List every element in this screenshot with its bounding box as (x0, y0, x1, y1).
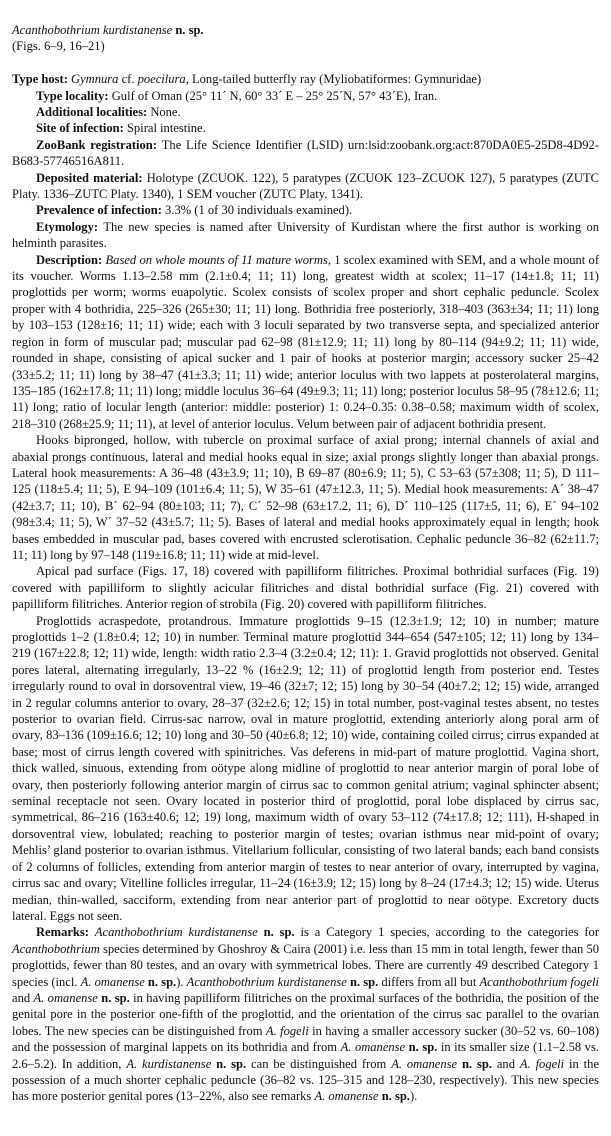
text: (Figs. 6–9, 16–21) (12, 39, 105, 54)
bold-label: n. sp. (405, 1040, 438, 1055)
text: differs from all but (378, 974, 480, 989)
bold-label: n. sp. (257, 925, 295, 940)
text: The new species is named after University of Kurdistan where the first author is working on helminth parasites. (12, 219, 599, 251)
bold-label: n. sp. (172, 23, 204, 37)
type-host (12, 71, 599, 87)
text: Hooks bipronged, hollow, with tubercle on proximal surface of axial prong; internal channels of axial and abaxial prongs continuous, lateral and medial hooks equal in size; axial prongs slightly longer than abaxial prongs. Lateral hook measurements: A 36–48 (43±3.9; 11; 10), B 69–87 (80±6.9; 11; 5), C 53–63 (57±308; 11; 5), D 111–125 (118±5.4; 11; 5), E 94–109 (101±6.4; 11; 5), W 35–61 (47±12.3, 11; 5). Medial hook measurements: A´ 38–47 (42±3.7; 11; 10), B´ 62–94 (80±103; 11; 7), C´ 52–98 (63±17.2, 11; 6), D´ 110–125 (117±5, 11; 6), E´ 94–102 (98±3.4; 11; 5), W´ 37–52 (43±5.7; 11; 5). Bases of lateral and medial hooks approximately equal in length; hook bases embedded in muscular pad, bases covered with encrusted sclerotisation. Cephalic peduncle 36–82 (62±11.7; 11; 11) long by 97–148 (119±16.8; 11; 11) wide at mid-level. (12, 433, 599, 562)
site-of-infection (12, 120, 599, 136)
deposited-material (12, 170, 599, 203)
remarks (12, 924, 599, 1104)
italic-text: A. omanense (314, 1089, 379, 1104)
text: None. (150, 105, 181, 120)
text: ). (176, 974, 187, 989)
italic-text: poecilura (137, 72, 186, 87)
italic-text: Gymnura (71, 72, 119, 87)
italic-text: A. omanense (33, 990, 98, 1005)
italic-text: A. fogeli (519, 1056, 565, 1071)
text: and (491, 1056, 520, 1071)
italic-text: A. omanense (340, 1040, 406, 1055)
bold-label: Deposited material: (36, 170, 147, 185)
bold-label: n. sp. (211, 1056, 247, 1071)
italic-text: Acanthobothrium kurdistanense (186, 974, 347, 989)
text: The Life Science Identifier (LSID) urn:lsid:zoobank.org:act:870DA0E5-25D8-4D92-B683-57746516A811. (12, 137, 599, 169)
italic-text: Acanthobothrium (12, 941, 100, 956)
text: in its smaller size (1.1–2.58 vs. 2.6–5.2). In addition, (12, 1040, 599, 1071)
etymology (12, 219, 599, 252)
text: Apical pad surface (Figs. 17, 18) covered with papilliform filitriches. Proximal bothridial surfaces (Fig. 19) covered with papilliform to slightly acicular filitriches and distal bothridial surface (Fig. 21) covered with papilliform filitriches. Anterior region of strobila (Fig. 20) covered with papilliform filitriches. (12, 564, 599, 612)
text: species determined by Ghoshroy & Caira (2001) i.e. less than 15 mm in total length, fewer than 50 proglottids, fewer than 80 testes, and an ovary with symmetrical lobes. There are currently 49 described Category 1 species (incl. (12, 941, 599, 989)
italic-text: Acanthobothrium kurdistanense (94, 925, 258, 940)
text: , Long-tailed butterfly ray (Myliobatiformes: Gymnuridae) (185, 72, 482, 87)
text: 1 scolex examined with SEM, and a whole mount of its voucher. Worms 1.13–2.58 mm (2.1±0.4; 11; 11) long, greatest width at scolex; 11–17 (14±1.8; 11; 11) proglottids per worm; worms euapolytic. Scolex consists of scolex proper and short cephalic peduncle. Scolex proper with 4 bothridia, 225–326 (265±30; 11; 11) long. Bothridia free posteriorly, 318–403 (363±34; 11; 11) long by 103–153 (128±16; 11; 11) wide; each with 3 loculi separated by two transverse septa, and specialized anterior region in form of muscular pad; muscular pad 62–98 (81±12.9; 11; 11) long by 80–114 (94±9.2; 11; 11) wide, rounded in shape, consisting of apical sucker and 1 pair of hooks at posterior margin; accessory sucker 25–42 (33±5.2; 11; 11) long by 38–47 (41±3.3; 11; 11) wide; anterior loculus with two lappets at posterolateral margins, 135–185 (162±17.8; 11; 11) long; middle loculus 36–64 (49±9.3; 11; 11) long; posterior loculus 58–95 (78±12.6; 11; 11) long; ratio of locular length (anterior: middle: posterior) 1: 0.24–0.35: 0.38–0.58; maximum width of scolex, 218–310 (268±25.9; 11; 11), at level of anterior loculus. Velum between pair of adjacent bothridia present. (12, 252, 599, 431)
italic-text: A. kurdistanense (126, 1056, 212, 1071)
bold-label: n. sp. (346, 974, 379, 989)
bold-label: n. sp. (378, 1089, 410, 1104)
bold-label: Prevalence of infection: (36, 203, 166, 218)
bold-label: Type locality: (36, 88, 112, 103)
bold-label: Site of infection: (36, 121, 127, 136)
bold-label: n. sp. (144, 974, 177, 989)
italic-text: Acanthobothrium fogeli (479, 974, 600, 989)
text: Holotype (ZCUOK. 122), 5 paratypes (ZCUOK 123–ZCUOK 127), 5 paratypes (ZUTC Platy. 1336–ZUTC Platy. 1340), 1 SEM voucher (ZUTC Platy. 1341). (12, 170, 599, 202)
text: Proglottids acraspedote, protandrous. Immature proglottids 9–15 (12.3±1.9; 12; 10) in number; mature proglottids 1–2 (1.8±0.4; 12; 10) in number. Terminal mature proglottid 344–654 (547±105; 12; 11) long by 134–219 (167±22.8; 12; 11) wide, length: width ratio 2.3–4 (3.2±0.4; 12; 11): 1. Gravid proglottids not observed. Genital pores lateral, alternating irregularly, 13–22 % (16±2.9; 12; 11) of proglottid length from posterior end. Testes irregularly round to oval in dorsoventral view, 19–46 (32±7; 12; 15) long by 30–54 (40±7.2; 12; 15) wide, arranged in 2 regular columns anterior to ovary, 28–37 (32±2.6; 12; 15) in total number, post-vaginal testes absent, no testes posterior to ovarian field. Cirrus-sac narrow, oval in mature proglottid, extending anteriorly along poral arm of ovary, 83–136 (109±16.6; 12; 10) long and 30–50 (40±6.8; 12; 10) wide, containing coiled cirrus; cirrus expanded at base; most of cirrus length covered with spinitriches. Vas deferens in mid-part of mature proglottid. Vagina short, thick walled, sinuous, extending from oötype along midline of proglottid to near anterior margin of poral lobe of ovary, then posteriorly following anterior margin of cirrus sac to common genital atrium; vaginal sphincter absent; seminal receptacle not seen. Ovary located in posterior third of proglottid, poral lobe displaced by cirrus sac, symmetrical, 86–216 (163±40.6; 12; 19) long, maximum width of ovary 53–112 (74±17.8; 12; 111), H-shaped in dorsoventral view, lobulated; reaching to posterior margin of testes; ovarian isthmus near mid-point of ovary; Mehlis’ gland posterior to ovarian isthmus. Vitellarium follicular, consisting of two lateral bands; each band consists of 2 columns of follicles, extending from anterior margin of testes to near anterior of ovary, interrupted by vagina, cirrus sac and ovary; Vitelline follicles irregular, 11–24 (16±3.9; 12; 15) long by 8–24 (17±4.3; 12; 15) wide. Uterus median, thin-walled, sacciform, extending from near anterior part of proglottid to near oötype. Excretory ducts lateral. Eggs not seen. (12, 613, 599, 923)
text: cf. (118, 72, 138, 87)
prevalence-of-infection (12, 202, 599, 218)
text: and (12, 990, 34, 1005)
additional-localities (12, 104, 599, 120)
bold-label: n. sp. (97, 990, 130, 1005)
text: in the possession of a much shorter cephalic peduncle (36–82 vs. 125–315 and 128–230, respectively). This new species has more posterior genital pores (13–22%, also see remarks (12, 1056, 600, 1104)
description (12, 252, 599, 432)
zoobank-registration (12, 137, 599, 170)
text: Gulf of Oman (25° 11´ N, 60° 33´ E – 25° 25´N, 57° 43´E), Iran. (111, 88, 438, 103)
italic-text: A. omanense (80, 974, 145, 989)
proglottids-description (12, 613, 599, 925)
bold-label: Remarks: (36, 925, 95, 940)
text: Spiral intestine. (126, 121, 206, 136)
species-title (12, 22, 599, 38)
text: can be distinguished from (246, 1056, 392, 1071)
hooks-description (12, 432, 599, 563)
text: is a Category 1 species, according to the categories for (294, 925, 600, 940)
text: in having papilliform filitriches on the proximal surfaces of the bothridia, the position of the genital pore in the posterior one-fifth of the proglottid, and the orientation of the cirrus sac parallel to the ovarian lobes. The new species can be distinguished from (12, 990, 599, 1038)
bold-label: n. sp. (457, 1056, 492, 1071)
bold-label: Etymology: (36, 219, 104, 234)
text: ). (409, 1089, 418, 1104)
species-description-document (12, 22, 599, 1105)
surface-description (12, 563, 599, 612)
bold-label: Additional localities: (36, 105, 151, 120)
italic-text: Acanthobothrium kurdistanense (12, 23, 173, 37)
italic-text: A. fogeli (265, 1023, 309, 1038)
italic-text: A. omanense (391, 1056, 458, 1071)
type-locality (12, 88, 599, 104)
italic-text: Based on whole mounts of 11 mature worms, (105, 252, 331, 267)
figure-reference (12, 38, 599, 54)
bold-label: Description: (36, 252, 106, 267)
bold-label: ZooBank registration: (36, 137, 162, 152)
text: 3.3% (1 of 30 individuals examined). (165, 203, 353, 218)
bold-label: Type host: (12, 72, 72, 87)
text: in having a smaller accessory sucker (30–52 vs. 60–108) and the possession of marginal lappets on its bothridia and from (12, 1023, 599, 1055)
